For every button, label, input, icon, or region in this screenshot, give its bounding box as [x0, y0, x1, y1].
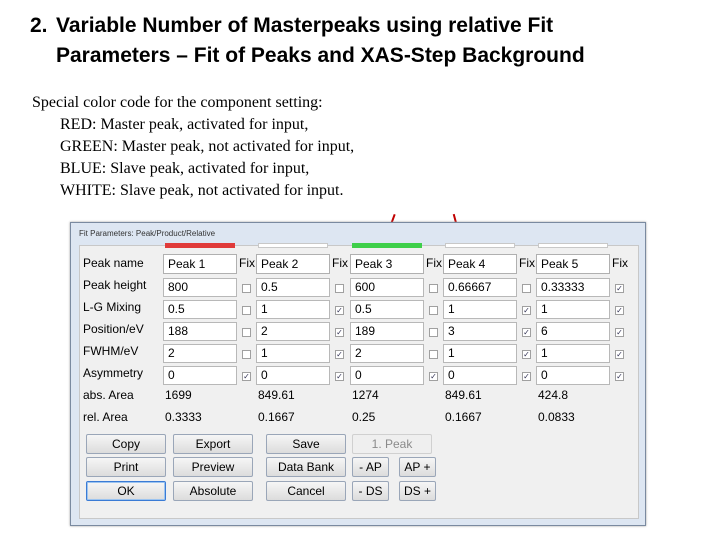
row-label-rel-area: rel. Area	[83, 410, 128, 424]
parameter-input[interactable]: 2	[256, 322, 330, 341]
parameter-input[interactable]: 0	[443, 366, 517, 385]
peak-color-bar	[258, 243, 328, 248]
fix-checkbox[interactable]: ✓	[336, 372, 343, 381]
ds-plus-button[interactable]: DS +	[399, 481, 436, 501]
save-button[interactable]: Save	[266, 434, 346, 454]
ok-button[interactable]: OK	[86, 481, 166, 501]
fix-checkbox[interactable]	[429, 284, 438, 293]
fix-column-label: Fix	[239, 256, 255, 270]
peak-color-bar	[165, 243, 235, 248]
fix-checkbox[interactable]: ✓	[523, 350, 530, 359]
fix-checkbox[interactable]: ✓	[616, 328, 623, 337]
parameter-input[interactable]: 0.5	[163, 300, 237, 319]
ds-minus-button[interactable]: - DS	[352, 481, 389, 501]
abs-area-value: 424.8	[538, 388, 569, 402]
parameter-input[interactable]: 2	[350, 344, 424, 363]
peak-name-field[interactable]: Peak 4	[443, 254, 517, 274]
parameter-input[interactable]: 0	[163, 366, 237, 385]
fix-checkbox[interactable]: ✓	[430, 372, 437, 381]
parameter-input[interactable]: 1	[256, 344, 330, 363]
peak-name-field[interactable]: Peak 3	[350, 254, 424, 274]
peak-color-bar	[445, 243, 515, 248]
legend-item-blue: BLUE: Slave peak, activated for input,	[60, 160, 310, 177]
legend-item-white: WHITE: Slave peak, not activated for input.	[60, 182, 344, 199]
absolute-button[interactable]: Absolute	[173, 481, 253, 501]
parameter-input[interactable]: 0	[256, 366, 330, 385]
fix-checkbox[interactable]: ✓	[243, 372, 250, 381]
rel-area-value: 0.1667	[445, 410, 482, 424]
peak-name-field[interactable]: Peak 5	[536, 254, 610, 274]
fit-parameters-window	[70, 222, 646, 526]
row-label-lg-mixing: L-G Mixing	[83, 300, 142, 314]
row-label-peak-name: Peak name	[83, 256, 144, 270]
fix-checkbox[interactable]: ✓	[616, 372, 623, 381]
fix-checkbox[interactable]: ✓	[523, 328, 530, 337]
fix-checkbox[interactable]	[429, 328, 438, 337]
copy-button[interactable]: Copy	[86, 434, 166, 454]
parameter-input[interactable]: 0.66667	[443, 278, 517, 297]
peak-color-bar	[538, 243, 608, 248]
parameter-input[interactable]: 1	[443, 344, 517, 363]
ap-minus-button[interactable]: - AP	[352, 457, 389, 477]
rel-area-value: 0.1667	[258, 410, 295, 424]
parameter-input[interactable]: 0	[536, 366, 610, 385]
fix-checkbox[interactable]: ✓	[616, 350, 623, 359]
parameter-input[interactable]: 1	[443, 300, 517, 319]
fix-checkbox[interactable]	[429, 350, 438, 359]
color-code-legend	[32, 92, 354, 202]
peak-name-field[interactable]: Peak 1	[163, 254, 237, 274]
fix-checkbox[interactable]: ✓	[523, 306, 530, 315]
parameter-input[interactable]: 1	[536, 344, 610, 363]
parameter-input[interactable]: 600	[350, 278, 424, 297]
title-line-2: Parameters – Fit of Peaks and XAS-Step Background	[56, 44, 585, 67]
abs-area-value: 1274	[352, 388, 379, 402]
legend-item-red: RED: Master peak, activated for input,	[60, 116, 309, 133]
fix-checkbox[interactable]: ✓	[616, 284, 623, 293]
fix-checkbox[interactable]: ✓	[336, 350, 343, 359]
fix-column-label: Fix	[426, 256, 442, 270]
peak-color-bar	[352, 243, 422, 248]
title-number: 2.	[30, 14, 48, 37]
ap-plus-button[interactable]: AP +	[399, 457, 436, 477]
row-label-fwhm: FWHM/eV	[83, 344, 139, 358]
fix-checkbox[interactable]	[242, 350, 251, 359]
parameter-input[interactable]: 0	[350, 366, 424, 385]
parameter-input[interactable]: 3	[443, 322, 517, 341]
print-button[interactable]: Print	[86, 457, 166, 477]
row-label-position: Position/eV	[83, 322, 144, 336]
parameter-input[interactable]: 6	[536, 322, 610, 341]
abs-area-value: 1699	[165, 388, 192, 402]
abs-area-value: 849.61	[258, 388, 295, 402]
parameter-input[interactable]: 189	[350, 322, 424, 341]
row-label-peak-height: Peak height	[83, 278, 147, 292]
cancel-button[interactable]: Cancel	[266, 481, 346, 501]
rel-area-value: 0.25	[352, 410, 376, 424]
parameter-input[interactable]: 1	[536, 300, 610, 319]
fix-checkbox[interactable]: ✓	[336, 306, 343, 315]
fix-column-label: Fix	[612, 256, 628, 270]
fix-checkbox[interactable]	[242, 284, 251, 293]
fix-checkbox[interactable]	[522, 284, 531, 293]
fix-checkbox[interactable]: ✓	[523, 372, 530, 381]
parameter-input[interactable]: 0.5	[350, 300, 424, 319]
fix-checkbox[interactable]	[242, 328, 251, 337]
fix-checkbox[interactable]: ✓	[616, 306, 623, 315]
parameter-input[interactable]: 0.5	[256, 278, 330, 297]
peak-name-field[interactable]: Peak 2	[256, 254, 330, 274]
data-bank-button[interactable]: Data Bank	[266, 457, 346, 477]
export-button[interactable]: Export	[173, 434, 253, 454]
parameter-input[interactable]: 0.33333	[536, 278, 610, 297]
parameter-input[interactable]: 188	[163, 322, 237, 341]
fix-column-label: Fix	[519, 256, 535, 270]
rel-area-value: 0.0833	[538, 410, 575, 424]
title-line-1: Variable Number of Masterpeaks using relative Fit	[56, 14, 554, 37]
parameter-input[interactable]: 2	[163, 344, 237, 363]
fix-checkbox[interactable]	[429, 306, 438, 315]
abs-area-value: 849.61	[445, 388, 482, 402]
preview-button[interactable]: Preview	[173, 457, 253, 477]
parameter-input[interactable]: 800	[163, 278, 237, 297]
parameter-input[interactable]: 1	[256, 300, 330, 319]
row-label-abs-area: abs. Area	[83, 388, 134, 402]
fix-column-label: Fix	[332, 256, 348, 270]
legend-intro: Special color code for the component setting:	[32, 94, 323, 111]
window-title: Fit Parameters: Peak/Product/Relative	[79, 229, 216, 238]
parameters-panel	[79, 245, 639, 519]
peak-select-button[interactable]: 1. Peak	[352, 434, 432, 454]
rel-area-value: 0.3333	[165, 410, 202, 424]
legend-item-green: GREEN: Master peak, not activated for input,	[60, 138, 355, 155]
fix-checkbox[interactable]	[242, 306, 251, 315]
row-label-asymmetry: Asymmetry	[83, 366, 143, 380]
fix-checkbox[interactable]	[335, 284, 344, 293]
fix-checkbox[interactable]: ✓	[336, 328, 343, 337]
